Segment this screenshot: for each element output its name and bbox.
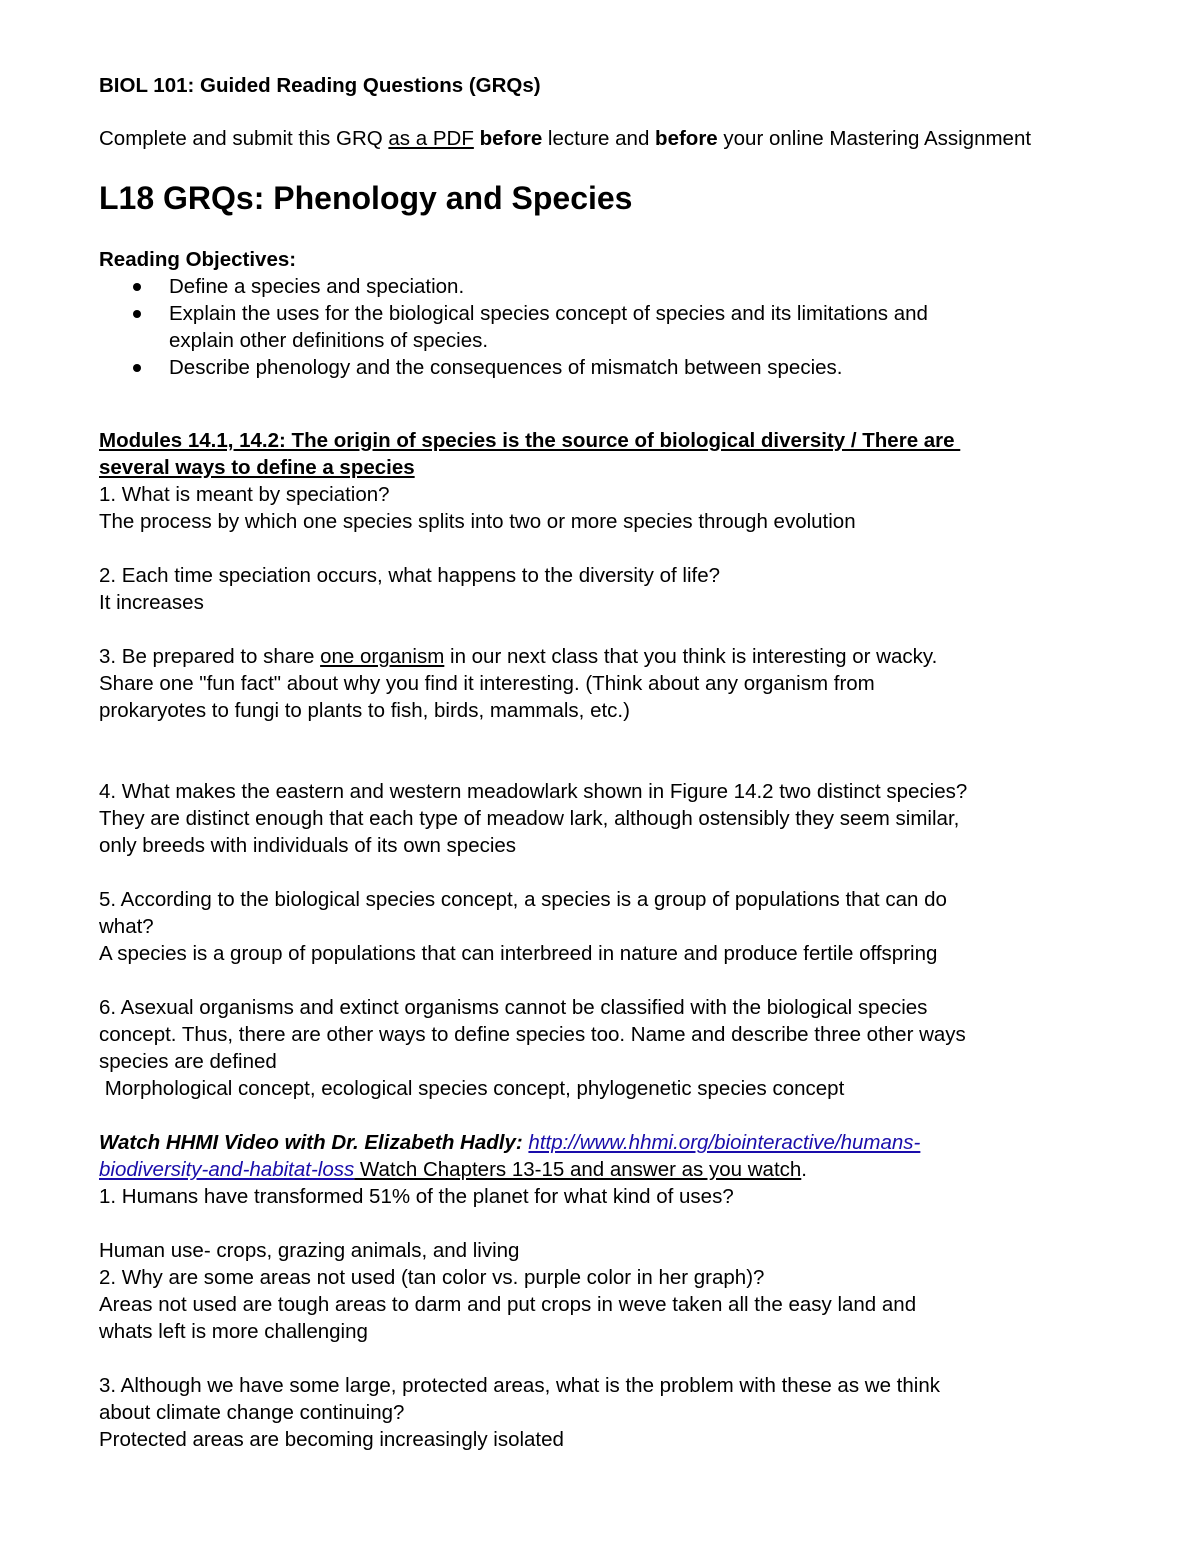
question-1: 1. What is meant by speciation?	[99, 483, 390, 506]
bullet-icon	[133, 283, 141, 291]
video-heading-cont: biodiversity-and-habitat-loss Watch Chapters 13-15 and answer as you watch.	[99, 1158, 807, 1181]
question-6-cont: concept. Thus, there are other ways to define species too. Name and describe three other ways	[99, 1023, 966, 1046]
video-question-1: 1. Humans have transformed 51% of the planet for what kind of uses?	[99, 1185, 734, 1208]
objective-item: Define a species and speciation.	[99, 273, 1109, 300]
video-question-3-cont: about climate change continuing?	[99, 1401, 405, 1424]
question-4: 4. What makes the eastern and western meadowlark shown in Figure 14.2 two distinct species?	[99, 780, 968, 803]
video-answer-2: Areas not used are tough areas to darm and put crops in weve taken all the easy land and	[99, 1293, 917, 1316]
question-3: 3. Be prepared to share one organism in our next class that you think is interesting or wacky.	[99, 645, 938, 668]
question-5-cont: what?	[99, 915, 154, 938]
question-3-cont: prokaryotes to fungi to plants to fish, birds, mammals, etc.)	[99, 699, 630, 722]
pdf-requirement: as a PDF	[388, 127, 474, 150]
objective-item: Explain the uses for the biological species concept of species and its limitations and	[99, 300, 1109, 327]
video-answer-1: Human use- crops, grazing animals, and living	[99, 1239, 520, 1262]
answer-4: They are distinct enough that each type of meadow lark, although ostensibly they seem similar,	[99, 807, 960, 830]
objective-item-continued: explain other definitions of species.	[169, 329, 489, 352]
answer-5: A species is a group of populations that can interbreed in nature and produce fertile offspring	[99, 942, 938, 965]
video-link[interactable]: http://www.hhmi.org/biointeractive/humans-	[528, 1131, 921, 1154]
objectives-list	[99, 273, 1109, 381]
objectives-heading: Reading Objectives:	[99, 248, 297, 271]
question-6: 6. Asexual organisms and extinct organisms cannot be classified with the biological species	[99, 996, 928, 1019]
bullet-icon	[133, 310, 141, 318]
video-heading: Watch HHMI Video with Dr. Elizabeth Hadly: http://www.hhmi.org/biointeractive/humans-	[99, 1131, 921, 1154]
video-answer-2-cont: whats left is more challenging	[99, 1320, 368, 1343]
answer-2: It increases	[99, 591, 204, 614]
answer-1: The process by which one species splits into two or more species through evolution	[99, 510, 856, 533]
video-answer-3: Protected areas are becoming increasingly isolated	[99, 1428, 564, 1451]
question-6-cont: species are defined	[99, 1050, 277, 1073]
objective-item: Describe phenology and the consequences of mismatch between species.	[99, 354, 1109, 381]
submission-instructions: Complete and submit this GRQ as a PDF before lecture and before your online Mastering Assignment	[99, 127, 1032, 150]
video-question-2: 2. Why are some areas not used (tan color vs. purple color in her graph)?	[99, 1266, 765, 1289]
answer-4-cont: only breeds with individuals of its own species	[99, 834, 517, 857]
answer-6: Morphological concept, ecological species concept, phylogenetic species concept	[99, 1077, 845, 1100]
question-5: 5. According to the biological species concept, a species is a group of populations that can do	[99, 888, 947, 911]
question-2: 2. Each time speciation occurs, what happens to the diversity of life?	[99, 564, 721, 587]
video-link-cont[interactable]: biodiversity-and-habitat-loss	[99, 1158, 355, 1181]
video-question-3: 3. Although we have some large, protected areas, what is the problem with these as we think	[99, 1374, 940, 1397]
modules-heading: Modules 14.1, 14.2: The origin of species is the source of biological diversity / There are	[99, 429, 961, 452]
modules-heading-cont: several ways to define a species	[99, 456, 415, 479]
page-title: L18 GRQs: Phenology and Species	[99, 180, 633, 216]
course-title: BIOL 101: Guided Reading Questions (GRQs)	[99, 74, 541, 97]
bullet-icon	[133, 364, 141, 372]
question-3-cont: Share one "fun fact" about why you find it interesting. (Think about any organism from	[99, 672, 875, 695]
